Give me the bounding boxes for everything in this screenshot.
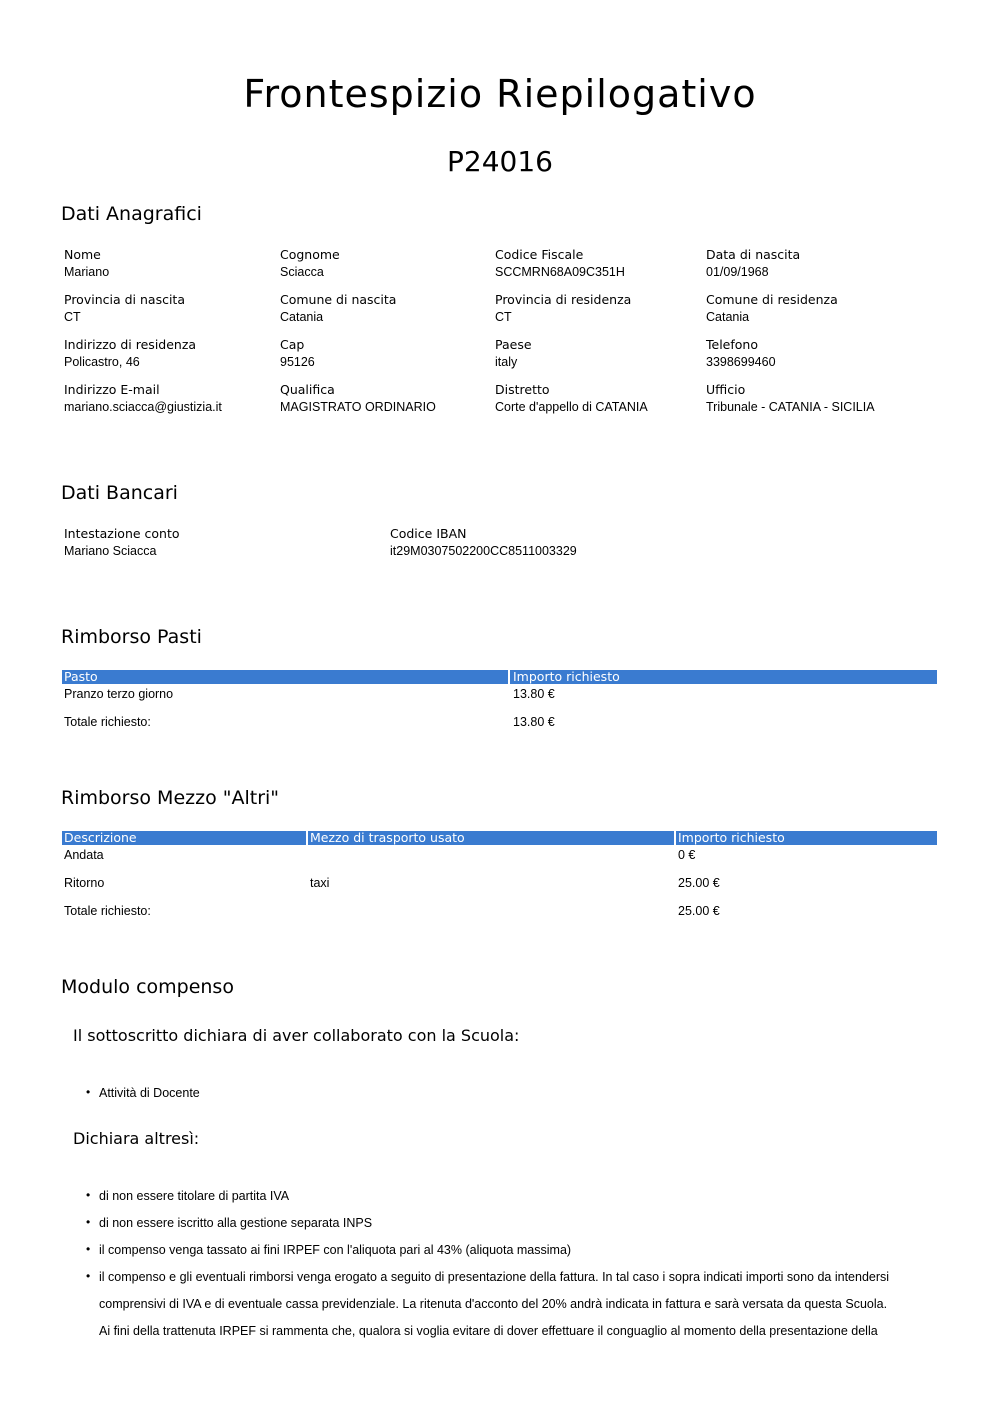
field-label: Qualifica bbox=[280, 382, 335, 397]
field-value: Catania bbox=[706, 310, 750, 324]
dichiara-altresi: Dichiara altresì: bbox=[73, 1129, 200, 1148]
mezzo-row-importo: 0 € bbox=[678, 848, 696, 862]
field-label: Indirizzo di residenza bbox=[64, 337, 197, 352]
dichiarazione-item: il compenso venga tassato ai fini IRPEF con l'aliquota pari al 43% (aliquota massima) bbox=[99, 1243, 572, 1257]
section-heading-mezzo: Rimborso Mezzo "Altri" bbox=[61, 787, 280, 809]
mezzo-row-importo: 25.00 € bbox=[678, 876, 720, 890]
pasti-totale-label: Totale richiesto: bbox=[64, 715, 151, 729]
section-heading-compenso: Modulo compenso bbox=[61, 976, 234, 998]
bullet-icon: • bbox=[86, 1085, 91, 1099]
field-label: Ufficio bbox=[706, 382, 746, 397]
field-value: 95126 bbox=[280, 355, 315, 369]
fattura-line: Ai fini della trattenuta IRPEF si rammenta che, qualora si voglia evitare di dover effettuare il conguaglio al momento della presentazione della bbox=[99, 1324, 878, 1338]
fattura-line: comprensivi di IVA e di eventuale cassa previdenziale. La ritenuta d'acconto del 20% andrà indicata in fattura e sarà versata da questa Scuola. bbox=[99, 1297, 888, 1311]
dichiarazione-item: di non essere titolare di partita IVA bbox=[99, 1189, 290, 1203]
bullet-icon: • bbox=[86, 1242, 91, 1256]
field-label: Indirizzo E-mail bbox=[64, 382, 160, 397]
pasti-table-header bbox=[62, 670, 937, 684]
mezzo-table-header bbox=[62, 831, 937, 845]
field-label: Provincia di residenza bbox=[495, 292, 632, 307]
field-value: CT bbox=[64, 310, 81, 324]
field-value: SCCMRN68A09C351H bbox=[495, 265, 625, 279]
column-header-descrizione: Descrizione bbox=[64, 830, 137, 845]
field-value: CT bbox=[495, 310, 512, 324]
column-header-importo: Importo richiesto bbox=[678, 830, 785, 845]
field-value: 01/09/1968 bbox=[706, 265, 769, 279]
column-separator bbox=[508, 670, 510, 684]
field-label: Cognome bbox=[280, 247, 340, 262]
field-label: Telefono bbox=[706, 337, 758, 352]
mezzo-totale-value: 25.00 € bbox=[678, 904, 720, 918]
attivita-item: Attività di Docente bbox=[99, 1086, 200, 1100]
field-value: MAGISTRATO ORDINARIO bbox=[280, 400, 436, 414]
field-label: Distretto bbox=[495, 382, 550, 397]
field-label: Comune di nascita bbox=[280, 292, 397, 307]
iban-label: Codice IBAN bbox=[390, 526, 467, 541]
bullet-icon: • bbox=[86, 1269, 91, 1283]
field-label: Nome bbox=[64, 247, 101, 262]
intestazione-value: Mariano Sciacca bbox=[64, 544, 157, 558]
field-label: Paese bbox=[495, 337, 532, 352]
dichiara-collaborazione: Il sottoscritto dichiara di aver collaborato con la Scuola: bbox=[73, 1026, 520, 1045]
field-value: 3398699460 bbox=[706, 355, 776, 369]
field-value: Policastro, 46 bbox=[64, 355, 140, 369]
column-header-pasto: Pasto bbox=[64, 669, 98, 684]
column-separator bbox=[306, 831, 308, 845]
field-label: Comune di residenza bbox=[706, 292, 838, 307]
bullet-icon: • bbox=[86, 1215, 91, 1229]
section-heading-anagrafici: Dati Anagrafici bbox=[61, 203, 202, 225]
section-heading-bancari: Dati Bancari bbox=[61, 482, 178, 504]
column-header-importo: Importo richiesto bbox=[513, 669, 620, 684]
mezzo-totale-label: Totale richiesto: bbox=[64, 904, 151, 918]
document-code: P24016 bbox=[447, 145, 553, 178]
field-value: mariano.sciacca@giustizia.it bbox=[64, 400, 222, 414]
mezzo-row-mezzo: taxi bbox=[310, 876, 330, 890]
section-heading-pasti: Rimborso Pasti bbox=[61, 626, 202, 648]
field-value: Catania bbox=[280, 310, 324, 324]
field-value: Sciacca bbox=[280, 265, 324, 279]
field-value: Tribunale - CATANIA - SICILIA bbox=[706, 400, 875, 414]
field-label: Codice Fiscale bbox=[495, 247, 584, 262]
bullet-icon: • bbox=[86, 1188, 91, 1202]
document-title: Frontespizio Riepilogativo bbox=[243, 72, 757, 116]
field-label: Data di nascita bbox=[706, 247, 801, 262]
pasti-row-pasto: Pranzo terzo giorno bbox=[64, 687, 174, 701]
field-label: Provincia di nascita bbox=[64, 292, 185, 307]
dichiarazione-item: di non essere iscritto alla gestione separata INPS bbox=[99, 1216, 373, 1230]
mezzo-row-descrizione: Ritorno bbox=[64, 876, 105, 890]
field-value: Corte d'appello di CATANIA bbox=[495, 400, 648, 414]
intestazione-label: Intestazione conto bbox=[64, 526, 180, 541]
field-value: italy bbox=[495, 355, 518, 369]
iban-value: it29M0307502200CC8511003329 bbox=[390, 544, 577, 558]
pasti-row-importo: 13.80 € bbox=[513, 687, 555, 701]
column-header-mezzo: Mezzo di trasporto usato bbox=[310, 830, 465, 845]
field-label: Cap bbox=[280, 337, 305, 352]
mezzo-row-descrizione: Andata bbox=[64, 848, 104, 862]
fattura-line: il compenso e gli eventuali rimborsi venga erogato a seguito di presentazione della fattura. In tal caso i sopra indicati importi sono da intendersi bbox=[99, 1270, 890, 1284]
field-value: Mariano bbox=[64, 265, 110, 279]
pasti-totale-value: 13.80 € bbox=[513, 715, 555, 729]
column-separator bbox=[674, 831, 676, 845]
